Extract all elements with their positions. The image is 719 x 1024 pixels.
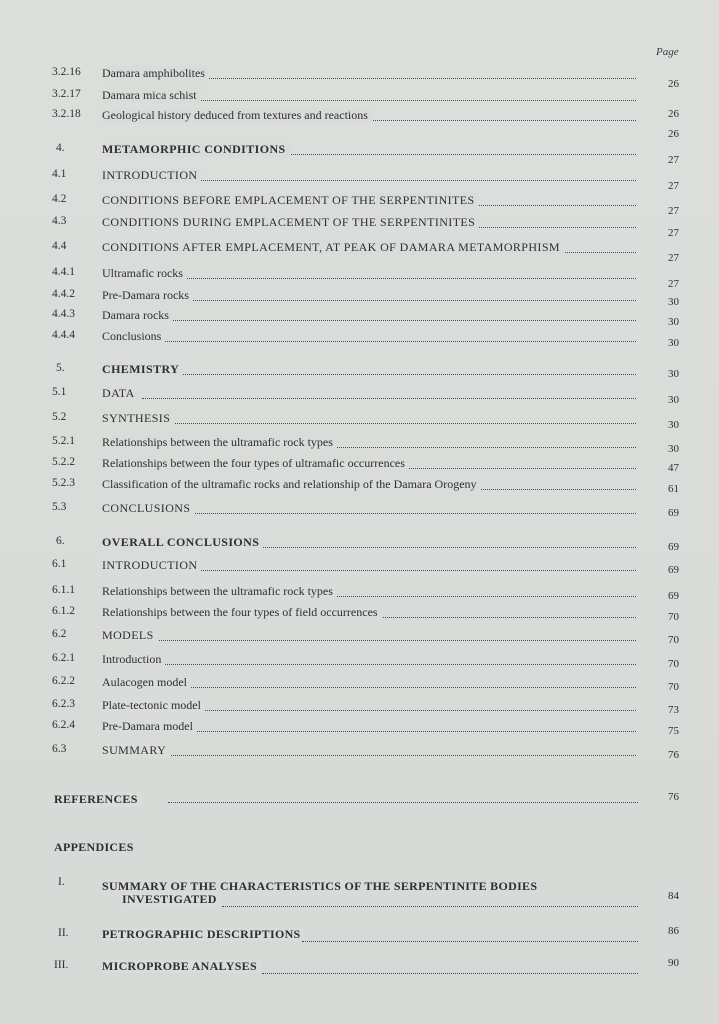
entry-page: 70 — [668, 658, 679, 670]
entry-title: CONCLUSIONS — [102, 501, 194, 516]
toc-entry — [52, 456, 692, 474]
entry-title: CONDITIONS BEFORE EMPLACEMENT OF THE SERPENTINITES — [102, 193, 479, 208]
toc-entry — [52, 535, 692, 553]
page-column-label: Page — [656, 46, 679, 58]
entry-number: 5. — [56, 362, 65, 374]
entry-number: 5.1 — [52, 386, 67, 398]
entry-title: Relationships between the ultramafic rock types — [102, 584, 337, 599]
entry-title: Plate-tectonic model — [102, 698, 205, 713]
toc-entry — [52, 266, 692, 290]
entry-number: 4.3 — [52, 215, 67, 227]
entry-page: 69 — [668, 590, 679, 602]
appendices-heading: APPENDICES — [54, 840, 134, 854]
appendix-page: 90 — [668, 957, 679, 969]
entry-page: 69 — [668, 564, 679, 576]
entry-page: 30 — [668, 316, 679, 328]
references-entry — [52, 790, 692, 808]
entry-number: 4.4 — [52, 240, 67, 252]
entry-title: Pre-Damara rocks — [102, 288, 193, 303]
entry-number: 6.2.2 — [52, 675, 75, 687]
entry-page: 69 — [668, 541, 679, 553]
toc-entry — [52, 142, 692, 166]
entry-number: 6.2.4 — [52, 719, 75, 731]
toc-entry — [52, 675, 692, 693]
toc-entry — [52, 652, 692, 670]
leader-dots — [142, 388, 636, 399]
appendix-entry — [52, 927, 692, 945]
toc-entry — [52, 308, 692, 326]
toc-entry — [52, 168, 692, 192]
entry-number: 4.2 — [52, 193, 67, 205]
toc-entry — [52, 477, 692, 495]
entry-page: 30 — [668, 394, 679, 406]
leader-dots — [142, 503, 636, 514]
toc-entry — [52, 66, 692, 90]
toc-entry — [52, 628, 692, 646]
entry-title: INTRODUCTION — [102, 168, 201, 183]
entry-page: 70 — [668, 681, 679, 693]
appendix-number: III. — [54, 959, 69, 971]
entry-page: 70 — [668, 634, 679, 646]
entry-title: Relationships between the ultramafic rock types — [102, 435, 337, 450]
appendix-entry — [52, 876, 692, 910]
entry-page: 30 — [668, 419, 679, 431]
references-title: REFERENCES — [54, 792, 142, 807]
leader-dots — [142, 560, 636, 571]
entry-page: 61 — [668, 483, 679, 495]
entry-number: 4.1 — [52, 168, 67, 180]
toc-entry — [52, 435, 692, 453]
references-page: 76 — [668, 791, 679, 803]
toc-entry — [52, 386, 692, 404]
entry-page: 30 — [668, 443, 679, 455]
entry-page: 75 — [668, 725, 679, 737]
entry-page: 27 — [668, 252, 679, 264]
entry-title: Damara rocks — [102, 308, 173, 323]
entry-title: INTRODUCTION — [102, 558, 201, 573]
entry-page: 27 — [668, 205, 679, 217]
entry-page: 26 — [668, 108, 679, 120]
leader-dots — [142, 268, 636, 279]
leader-dots — [142, 700, 636, 711]
appendix-page: 84 — [668, 890, 679, 902]
toc-entry — [52, 719, 692, 737]
entry-number: 3.2.16 — [52, 66, 81, 78]
entry-number: 4.4.2 — [52, 288, 75, 300]
entry-title: METAMORPHIC CONDITIONS — [102, 142, 290, 157]
toc-entry — [52, 215, 692, 239]
toc-entry — [52, 743, 692, 761]
appendix-number: II. — [58, 927, 69, 939]
entry-title: SYNTHESIS — [102, 411, 174, 426]
leader-dots — [142, 310, 636, 321]
entry-title: MODELS — [102, 628, 158, 643]
appendix-title-line2: INVESTIGATED — [122, 893, 221, 906]
entry-title: Conclusions — [102, 329, 165, 344]
entry-number: 6.1.2 — [52, 605, 75, 617]
entry-title: DATA — [102, 386, 139, 401]
entry-number: 5.2.1 — [52, 435, 75, 447]
entry-number: 6.1 — [52, 558, 67, 570]
entry-number: 5.2.2 — [52, 456, 75, 468]
leader-dots — [142, 630, 636, 641]
toc-entry — [52, 558, 692, 576]
entry-number: 4.4.1 — [52, 266, 75, 278]
appendix-title-line1: SUMMARY OF THE CHARACTERISTICS OF THE SERPENTINITE BODIES — [102, 879, 538, 893]
entry-number: 5.3 — [52, 501, 67, 513]
leader-dots — [302, 931, 638, 942]
appendix-page: 86 — [668, 925, 679, 937]
toc-entry — [52, 605, 692, 623]
entry-title: Geological history deduced from textures and reactions — [102, 108, 372, 123]
entry-page: 69 — [668, 507, 679, 519]
entry-page: 76 — [668, 749, 679, 761]
entry-page: 27 — [668, 227, 679, 239]
leader-dots — [142, 745, 636, 756]
leader-dots — [142, 290, 636, 301]
toc-entry — [52, 240, 692, 264]
entry-title: Damara mica schist — [102, 88, 201, 103]
entry-title: CONDITIONS DURING EMPLACEMENT OF THE SERPENTINITES — [102, 215, 479, 230]
entry-page: 27 — [668, 154, 679, 166]
entry-page: 30 — [668, 296, 679, 308]
appendix-title: MICROPROBE ANALYSES — [102, 960, 261, 973]
entry-number: 3.2.17 — [52, 88, 81, 100]
leader-dots — [168, 792, 638, 803]
leader-dots — [142, 654, 636, 665]
entry-number: 6.3 — [52, 743, 67, 755]
entry-title: Relationships between the four types of ultramafic occurrences — [102, 456, 409, 471]
entry-number: 4.4.4 — [52, 329, 75, 341]
entry-title: Introduction — [102, 652, 165, 667]
toc-entry — [52, 108, 692, 140]
appendix-entry — [52, 959, 692, 977]
leader-dots — [262, 963, 638, 974]
entry-title: Relationships between the four types of field occurrences — [102, 605, 382, 620]
leader-dots — [142, 677, 636, 688]
appendix-number: I. — [58, 876, 65, 888]
entry-title: OVERALL CONCLUSIONS — [102, 535, 263, 550]
entry-number: 5.2 — [52, 411, 67, 423]
leader-dots — [142, 68, 636, 79]
entry-title: Pre-Damara model — [102, 719, 197, 734]
entry-page: 47 — [668, 462, 679, 474]
entry-number: 6.1.1 — [52, 584, 75, 596]
entry-page: 26 — [668, 78, 679, 90]
entry-title: Classification of the ultramafic rocks and relationship of the Damara Orogeny — [102, 477, 481, 492]
appendix-title: PETROGRAPHIC DESCRIPTIONS — [102, 928, 305, 941]
entry-number: 3.2.18 — [52, 108, 81, 120]
entry-page: 70 — [668, 611, 679, 623]
toc-entry — [52, 329, 692, 347]
entry-number: 6. — [56, 535, 65, 547]
toc-entry — [52, 698, 692, 716]
entry-number: 4. — [56, 142, 65, 154]
leader-dots — [142, 721, 636, 732]
leader-dots — [142, 90, 636, 101]
toc-entry — [52, 501, 692, 519]
entry-number: 6.2 — [52, 628, 67, 640]
leader-dots — [142, 364, 636, 375]
entry-page: 30 — [668, 368, 679, 380]
entry-number: 5.2.3 — [52, 477, 75, 489]
leader-dots — [142, 331, 636, 342]
entry-number: 4.4.3 — [52, 308, 75, 320]
entry-title: CHEMISTRY — [102, 362, 183, 377]
leader-dots — [142, 413, 636, 424]
leader-dots — [142, 170, 636, 181]
entry-title: CONDITIONS AFTER EMPLACEMENT, AT PEAK OF DAMARA METAMORPHISM — [102, 240, 564, 255]
toc-entry — [52, 362, 692, 380]
entry-page: 26 — [668, 128, 679, 140]
toc-entry — [52, 288, 692, 306]
entry-title: Aulacogen model — [102, 675, 191, 690]
entry-number: 6.2.3 — [52, 698, 75, 710]
entry-page: 27 — [668, 278, 679, 290]
toc-entry — [52, 411, 692, 429]
entry-title: SUMMARY — [102, 743, 170, 758]
entry-title: Damara amphibolites — [102, 66, 209, 81]
leader-dots — [222, 896, 638, 907]
entry-number: 6.2.1 — [52, 652, 75, 664]
entry-title: Ultramafic rocks — [102, 266, 187, 281]
entry-page: 27 — [668, 180, 679, 192]
toc-entry — [52, 584, 692, 602]
toc-entry — [52, 193, 692, 217]
entry-page: 73 — [668, 704, 679, 716]
entry-page: 30 — [668, 337, 679, 349]
